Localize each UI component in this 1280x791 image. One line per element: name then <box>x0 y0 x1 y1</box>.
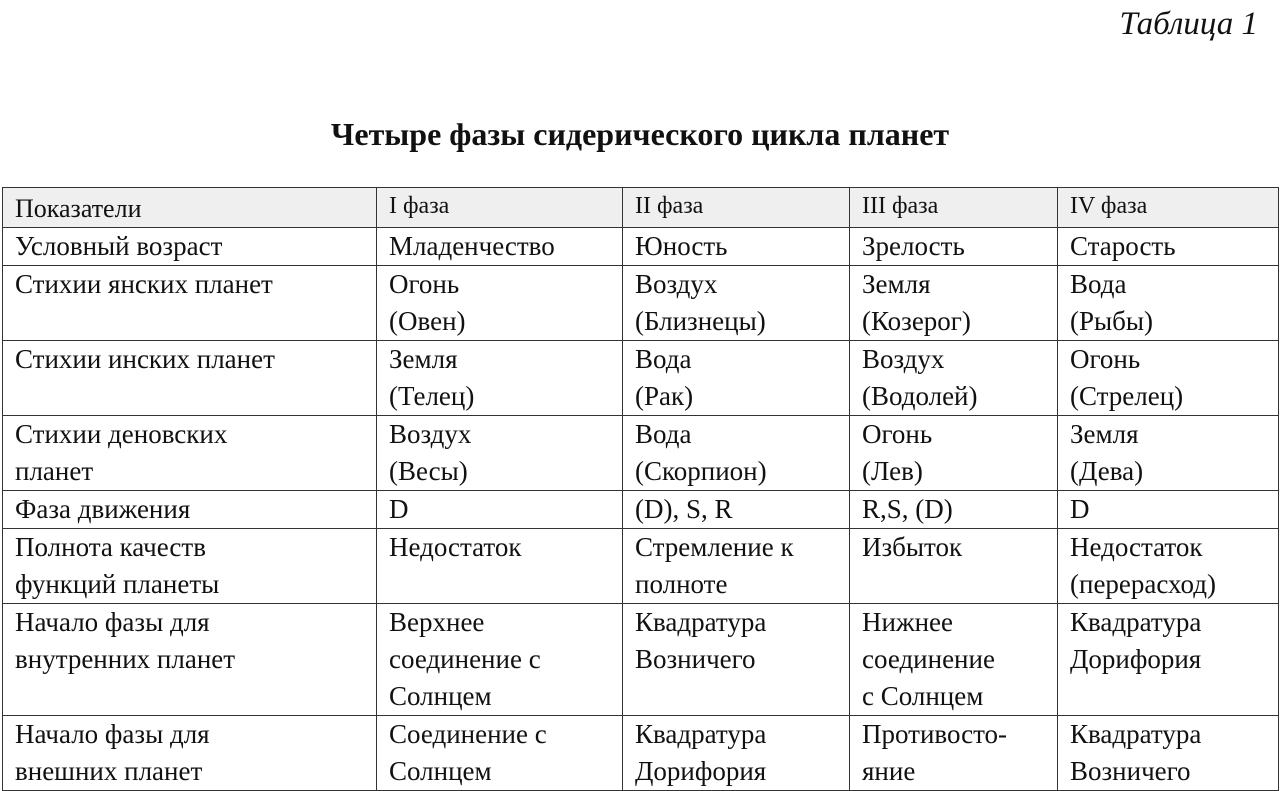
header-cell-phase-2: II фаза <box>623 188 850 228</box>
table-cell: Земля (Телец) <box>377 341 623 416</box>
table-row <box>3 716 1279 791</box>
table-cell: Недостаток (перерасход) <box>1058 529 1279 604</box>
table-cell: Стихии инских планет <box>3 341 377 416</box>
table-cell: Условный возраст <box>3 228 377 266</box>
table-cell: Вода (Рыбы) <box>1058 266 1279 341</box>
table-cell: Начало фазы для внутренних планет <box>3 604 377 716</box>
table-cell: Зрелость <box>850 228 1058 266</box>
table-row <box>3 341 1279 416</box>
table-cell: D <box>377 491 623 529</box>
table-cell: Нижнее соединение с Солнцем <box>850 604 1058 716</box>
table-cell: Огонь (Овен) <box>377 266 623 341</box>
document-title: Четыре фазы сидерического цикла планет <box>330 116 950 152</box>
table-cell: Земля (Козерог) <box>850 266 1058 341</box>
table-cell: Вода (Скорпион) <box>623 416 850 491</box>
table-cell: Квадратура Дорифория <box>623 716 850 791</box>
table-cell: Огонь (Стрелец) <box>1058 341 1279 416</box>
table-cell: Недостаток <box>377 529 623 604</box>
table-cell: Избыток <box>850 529 1058 604</box>
table-cell: Юность <box>623 228 850 266</box>
table-row <box>3 529 1279 604</box>
table-cell: Стремление к полноте <box>623 529 850 604</box>
table-cell: Квадратура Возничего <box>1058 716 1279 791</box>
table-cell: Земля (Дева) <box>1058 416 1279 491</box>
table-cell: Стихии деновских планет <box>3 416 377 491</box>
table-cell: Начало фазы для внешних планет <box>3 716 377 791</box>
table-header-row <box>3 188 1279 228</box>
table-cell: D <box>1058 491 1279 529</box>
header-cell-phase-4: IV фаза <box>1058 188 1279 228</box>
table-row <box>3 416 1279 491</box>
table-cell: Квадратура Дорифория <box>1058 604 1279 716</box>
table-cell: Младенчество <box>377 228 623 266</box>
table-number-label: Таблица 1 <box>1119 6 1258 42</box>
table-cell: (D), S, R <box>623 491 850 529</box>
table-cell: Верхнее соединение с Солнцем <box>377 604 623 716</box>
table-cell: R,S, (D) <box>850 491 1058 529</box>
table-row <box>3 228 1279 266</box>
header-cell-phase-1: I фаза <box>377 188 623 228</box>
table-row <box>3 266 1279 341</box>
table-cell: Фаза движения <box>3 491 377 529</box>
table-cell: Противосто- яние <box>850 716 1058 791</box>
table-cell: Старость <box>1058 228 1279 266</box>
table-row <box>3 604 1279 716</box>
header-cell-indicators: Показатели <box>3 188 377 228</box>
table-cell: Огонь (Лев) <box>850 416 1058 491</box>
table-cell: Стихии янских планет <box>3 266 377 341</box>
table-row <box>3 491 1279 529</box>
phases-table <box>2 187 1279 791</box>
table-cell: Воздух (Водолей) <box>850 341 1058 416</box>
table-cell: Полнота качеств функций планеты <box>3 529 377 604</box>
table-cell: Квадратура Возничего <box>623 604 850 716</box>
header-cell-phase-3: III фаза <box>850 188 1058 228</box>
table-cell: Вода (Рак) <box>623 341 850 416</box>
table-cell: Соединение с Солнцем <box>377 716 623 791</box>
table-cell: Воздух (Весы) <box>377 416 623 491</box>
table-cell: Воздух (Близнецы) <box>623 266 850 341</box>
